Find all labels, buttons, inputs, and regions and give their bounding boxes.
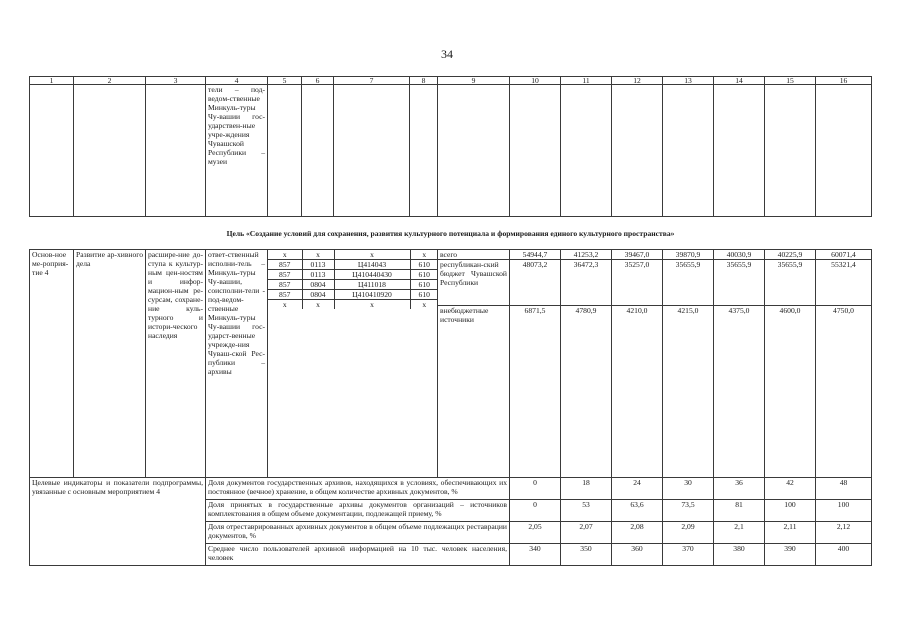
indicator-text: Доля документов государственных архивов, находящихся в условиях, обеспечивающих их постоянное (вечное) хранение, в общем количестве архивных документов, % [206,478,510,500]
year-values [714,250,765,478]
goal-text: Цель «Создание условий для сохранения, развития культурного потенциала и формирования единого культурного пространства» [30,217,872,250]
year-values [612,250,663,478]
code-cell: 857 [268,290,302,300]
col-num: 6 [302,77,334,85]
indicator-row [30,478,872,500]
code-row [268,280,438,290]
indicator-value: 2,09 [663,522,714,544]
year-values [816,250,872,478]
code-cell: 857 [268,260,302,270]
republic-value: 35655,9 [765,260,815,306]
indicator-value: 0 [510,478,561,500]
code-cell: Ц411018 [334,280,410,290]
code-row [268,270,438,280]
extra-value: 4210,0 [626,306,648,315]
col-num: 11 [561,77,612,85]
extra-value: 4600,0 [779,306,801,315]
indicator-value: 390 [765,544,816,566]
total-value: 40030,9 [714,250,764,260]
col-num: 8 [410,77,438,85]
col-num: 4 [206,77,268,85]
extra-value: 6871,5 [524,306,546,315]
code-cell: x [334,250,410,260]
indicator-value: 42 [765,478,816,500]
code-row [268,300,438,310]
col-num: 2 [74,77,146,85]
indicator-text: Среднее число пользователей архивной информацией на 10 тыс. человек населения, человек [206,544,510,566]
republic-value: 35655,9 [714,260,764,306]
total-value: 40225,9 [765,250,815,260]
event-number: Основ-ное ме-роприя-тие 4 [30,250,74,478]
indicator-value: 48 [816,478,872,500]
code-cell: 857 [268,280,302,290]
budget-codes [268,250,438,478]
col-num: 13 [663,77,714,85]
source-extrabudgetary: внебюджетные источники [440,306,489,324]
indicator-value: 400 [816,544,872,566]
col-num: 16 [816,77,872,85]
indicator-text: Доля принятых в государственные архивы документов организаций – источников комплектования в общем объеме документации, подлежащей приему, % [206,500,510,522]
indicator-value: 24 [612,478,663,500]
year-values [510,250,561,478]
col-num: 9 [438,77,510,85]
code-cell: 857 [268,270,302,280]
indicator-value: 63,6 [612,500,663,522]
indicator-value: 81 [714,500,765,522]
indicator-value: 2,11 [765,522,816,544]
total-value: 60071,4 [816,250,871,260]
col-num: 15 [765,77,816,85]
source-republic-budget: республикан-ский бюджет Чувашской Республики [438,260,509,306]
total-value: 39870,9 [663,250,713,260]
goal-row [30,217,872,250]
republic-value: 55321,4 [816,260,871,306]
code-cell: x [302,250,334,260]
code-cell: 0804 [302,280,334,290]
code-cell: Ц410440430 [334,270,410,280]
col-num: 10 [510,77,561,85]
indicator-text: Доля отреставрированных архивных документов в общем объеме подлежащих реставрации документов, % [206,522,510,544]
code-cell: x [410,250,438,260]
event-title: Развитие ар-хивного дела [74,250,146,478]
indicators-label: Целевые индикаторы и показатели подпрограммы, увязанные с основным мероприятием 4 [30,478,206,566]
republic-value: 35257,0 [612,260,662,306]
indicator-value: 350 [561,544,612,566]
year-values [765,250,816,478]
total-value: 39467,0 [612,250,662,260]
col-num: 7 [334,77,410,85]
republic-value: 36472,3 [561,260,611,306]
code-cell: 610 [410,270,438,280]
total-value: 54944,7 [510,250,560,260]
code-cell: 0113 [302,270,334,280]
continuation-row [30,85,872,217]
code-cell: 610 [410,290,438,300]
indicator-value: 2,1 [714,522,765,544]
col-num: 3 [146,77,206,85]
extra-value: 4750,0 [833,306,854,315]
republic-value: 35655,9 [663,260,713,306]
code-cell: x [282,300,287,309]
code-cell: x [410,300,438,310]
col-num: 14 [714,77,765,85]
indicator-value: 0 [510,500,561,522]
republic-value: 48073,2 [510,260,560,306]
code-row [268,260,438,270]
code-row [268,290,438,300]
indicator-value: 100 [765,500,816,522]
col-num: 5 [268,77,302,85]
indicator-value: 360 [612,544,663,566]
extra-value: 4780,9 [575,306,597,315]
extra-value: 4215,0 [677,306,699,315]
indicator-value: 340 [510,544,561,566]
code-cell: 0804 [302,290,334,300]
indicator-value: 2,12 [816,522,872,544]
code-cell: 610 [410,260,438,270]
indicator-value: 2,07 [561,522,612,544]
event-executors: ответ-ственный исполни-тель – Минкуль-туры Чу-вашии, соисполни-тели - под-ведом-ственные Минкуль-туры Чу-вашии гос-ударст-венные учрежде-ния Чуваш-ской Рес-публики – архивы [206,250,268,478]
indicator-value: 73,5 [663,500,714,522]
extra-value: 4375,0 [728,306,750,315]
year-values [663,250,714,478]
event-purpose: расшире-ние до-ступа к культур-ным цен-ностям и инфор-мацион-ным ре-сурсам, сохране-ние куль-турного и истори-ческого наследия [146,250,206,478]
year-values [561,250,612,478]
col-num: 12 [612,77,663,85]
code-row [268,250,438,260]
code-cell: Ц414043 [334,260,410,270]
code-cell: 610 [410,280,438,290]
continuation-executors: тели – под-ведом-ственные Минкуль-туры Чу-вашии гос-ударствен-ные учре-ждения Чувашской Республики – музеи [206,85,268,217]
indicator-value: 2,05 [510,522,561,544]
source-total: всего [438,250,509,260]
page-number: 34 [441,47,453,61]
total-value: 41253,2 [561,250,611,260]
indicator-value: 2,08 [612,522,663,544]
indicator-value: 36 [714,478,765,500]
code-cell: 0113 [302,260,334,270]
indicator-value: 380 [714,544,765,566]
indicator-value: 18 [561,478,612,500]
program-table [29,76,872,566]
code-cell: Ц410410920 [334,290,410,300]
indicator-value: 53 [561,500,612,522]
column-number-row [30,77,872,85]
event-row [30,250,872,478]
funding-sources [438,250,510,478]
indicator-value: 100 [816,500,872,522]
code-cell: x [302,300,334,310]
indicator-value: 30 [663,478,714,500]
indicator-value: 370 [663,544,714,566]
code-cell: x [268,250,302,260]
col-num: 1 [30,77,74,85]
code-cell: x [334,300,410,310]
